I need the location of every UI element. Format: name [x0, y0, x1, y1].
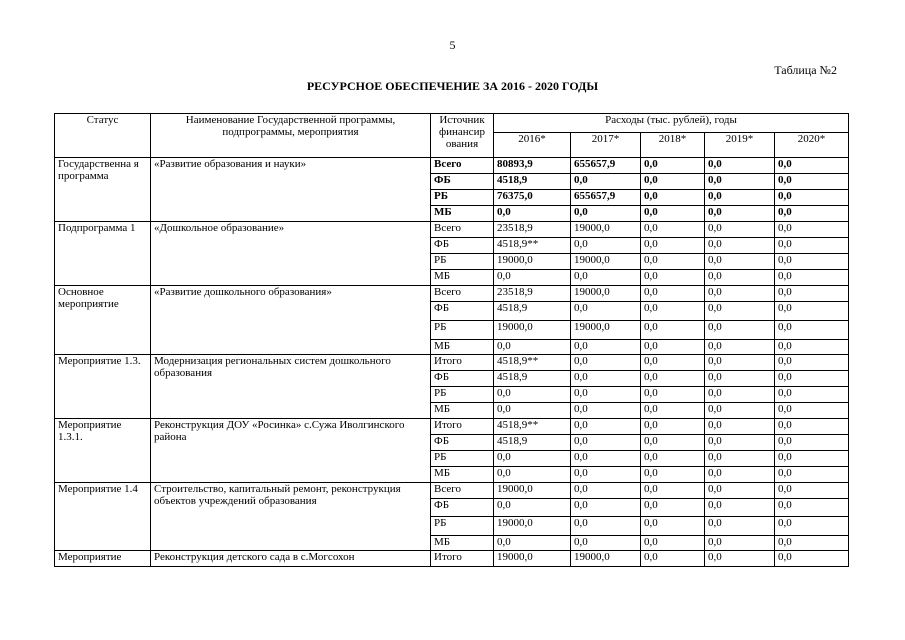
value-cell: 0,0 [641, 483, 705, 499]
value-cell: 0,0 [775, 238, 849, 254]
value-cell: 0,0 [641, 321, 705, 340]
value-cell: 0,0 [641, 435, 705, 451]
value-cell: 0,0 [775, 517, 849, 536]
value-cell: 0,0 [641, 222, 705, 238]
value-cell: 0,0 [641, 302, 705, 321]
value-cell: 4518,9** [494, 238, 571, 254]
value-cell: 4518,9 [494, 174, 571, 190]
source-cell: ФБ [431, 371, 494, 387]
source-cell: РБ [431, 387, 494, 403]
program-name-cell: «Развитие дошкольного образования» [151, 286, 431, 355]
resource-table [54, 113, 849, 567]
value-cell: 0,0 [571, 451, 641, 467]
value-cell: 0,0 [775, 483, 849, 499]
value-cell: 0,0 [494, 387, 571, 403]
value-cell: 19000,0 [494, 321, 571, 340]
value-cell: 0,0 [775, 254, 849, 270]
value-cell: 0,0 [775, 222, 849, 238]
value-cell: 0,0 [571, 387, 641, 403]
value-cell: 19000,0 [571, 551, 641, 567]
value-cell: 0,0 [494, 340, 571, 355]
value-cell: 0,0 [641, 340, 705, 355]
status-cell: Мероприятие 1.3. [55, 355, 151, 419]
value-cell: 4518,9 [494, 302, 571, 321]
header-expenses: Расходы (тыс. рублей), годы [494, 114, 849, 133]
value-cell: 0,0 [775, 340, 849, 355]
program-name-cell: Реконструкция детского сада в с.Могсохон [151, 551, 431, 567]
value-cell: 0,0 [571, 270, 641, 286]
value-cell: 0,0 [641, 517, 705, 536]
value-cell: 0,0 [775, 499, 849, 517]
program-name-cell: Модернизация региональных систем дошкольного образования [151, 355, 431, 419]
value-cell: 0,0 [571, 355, 641, 371]
value-cell: 655657,9 [571, 158, 641, 174]
value-cell: 0,0 [705, 254, 775, 270]
source-cell: ФБ [431, 238, 494, 254]
page-number: 5 [449, 38, 456, 52]
value-cell: 0,0 [641, 371, 705, 387]
source-cell: ФБ [431, 302, 494, 321]
value-cell: 0,0 [775, 190, 849, 206]
value-cell: 0,0 [571, 435, 641, 451]
value-cell: 0,0 [641, 158, 705, 174]
value-cell: 0,0 [641, 286, 705, 302]
table-row [55, 222, 849, 238]
status-cell: Мероприятие 1.4 [55, 483, 151, 551]
value-cell: 0,0 [571, 371, 641, 387]
value-cell: 0,0 [571, 483, 641, 499]
value-cell: 0,0 [705, 387, 775, 403]
table-row [55, 551, 849, 567]
value-cell: 0,0 [775, 536, 849, 551]
value-cell: 0,0 [705, 517, 775, 536]
value-cell: 0,0 [571, 238, 641, 254]
value-cell: 0,0 [705, 551, 775, 567]
table-row [55, 483, 849, 499]
value-cell: 0,0 [641, 419, 705, 435]
value-cell: 0,0 [775, 302, 849, 321]
value-cell: 0,0 [775, 451, 849, 467]
header-year: 2019* [705, 133, 775, 158]
value-cell: 0,0 [705, 174, 775, 190]
value-cell: 0,0 [775, 467, 849, 483]
source-cell: Итого [431, 551, 494, 567]
source-cell: МБ [431, 403, 494, 419]
value-cell: 0,0 [641, 403, 705, 419]
value-cell: 0,0 [571, 302, 641, 321]
value-cell: 0,0 [705, 222, 775, 238]
value-cell: 0,0 [571, 419, 641, 435]
value-cell: 0,0 [571, 467, 641, 483]
source-cell: МБ [431, 467, 494, 483]
program-name-cell: «Развитие образования и науки» [151, 158, 431, 222]
value-cell: 0,0 [705, 238, 775, 254]
value-cell: 19000,0 [571, 286, 641, 302]
source-cell: МБ [431, 206, 494, 222]
value-cell: 0,0 [494, 536, 571, 551]
header-year: 2017* [571, 133, 641, 158]
value-cell: 80893,9 [494, 158, 571, 174]
value-cell: 0,0 [775, 371, 849, 387]
source-cell: РБ [431, 254, 494, 270]
source-cell: РБ [431, 321, 494, 340]
header-year: 2020* [775, 133, 849, 158]
header-year: 2016* [494, 133, 571, 158]
value-cell: 0,0 [705, 340, 775, 355]
source-cell: Всего [431, 158, 494, 174]
table-row [55, 286, 849, 302]
value-cell: 23518,9 [494, 286, 571, 302]
status-cell: Мероприятие [55, 551, 151, 567]
status-cell: Подпрограмма 1 [55, 222, 151, 286]
header-name: Наименование Государственной программы, подпрограммы, мероприятия [151, 114, 431, 158]
program-name-cell: Строительство, капитальный ремонт, реконструкция объектов учреждений образования [151, 483, 431, 551]
source-cell: ФБ [431, 435, 494, 451]
value-cell: 0,0 [641, 451, 705, 467]
value-cell: 0,0 [571, 403, 641, 419]
value-cell: 0,0 [705, 419, 775, 435]
value-cell: 0,0 [494, 403, 571, 419]
table-body [55, 158, 849, 567]
table-reference: Таблица №2 [774, 63, 837, 77]
value-cell: 0,0 [775, 551, 849, 567]
value-cell: 0,0 [705, 467, 775, 483]
value-cell: 0,0 [494, 270, 571, 286]
value-cell: 0,0 [641, 174, 705, 190]
value-cell: 0,0 [641, 551, 705, 567]
value-cell: 0,0 [571, 517, 641, 536]
source-cell: МБ [431, 270, 494, 286]
source-cell: Всего [431, 483, 494, 499]
status-cell: Мероприятие 1.3.1. [55, 419, 151, 483]
value-cell: 0,0 [775, 158, 849, 174]
value-cell: 19000,0 [571, 254, 641, 270]
value-cell: 0,0 [494, 206, 571, 222]
source-cell: Всего [431, 222, 494, 238]
value-cell: 655657,9 [571, 190, 641, 206]
value-cell: 19000,0 [494, 517, 571, 536]
source-cell: Итого [431, 355, 494, 371]
value-cell: 0,0 [775, 419, 849, 435]
value-cell: 0,0 [641, 190, 705, 206]
source-cell: РБ [431, 190, 494, 206]
program-name-cell: «Дошкольное образование» [151, 222, 431, 286]
value-cell: 0,0 [571, 536, 641, 551]
source-cell: Всего [431, 286, 494, 302]
value-cell: 0,0 [705, 435, 775, 451]
value-cell: 0,0 [571, 499, 641, 517]
source-cell: МБ [431, 340, 494, 355]
value-cell: 19000,0 [494, 483, 571, 499]
value-cell: 0,0 [494, 499, 571, 517]
source-cell: РБ [431, 451, 494, 467]
value-cell: 23518,9 [494, 222, 571, 238]
status-cell: Государственна я программа [55, 158, 151, 222]
value-cell: 19000,0 [494, 551, 571, 567]
value-cell: 0,0 [494, 451, 571, 467]
value-cell: 0,0 [641, 238, 705, 254]
value-cell: 0,0 [775, 174, 849, 190]
source-cell: ФБ [431, 174, 494, 190]
header-status: Статус [55, 114, 151, 158]
value-cell: 0,0 [705, 206, 775, 222]
value-cell: 0,0 [641, 355, 705, 371]
value-cell: 0,0 [571, 340, 641, 355]
header-year: 2018* [641, 133, 705, 158]
table-row [55, 355, 849, 371]
table-row [55, 158, 849, 174]
value-cell: 0,0 [705, 286, 775, 302]
value-cell: 0,0 [775, 355, 849, 371]
header-source: Источник финансир ования [431, 114, 494, 158]
value-cell: 0,0 [641, 536, 705, 551]
value-cell: 0,0 [494, 467, 571, 483]
value-cell: 0,0 [571, 206, 641, 222]
source-cell: МБ [431, 536, 494, 551]
value-cell: 0,0 [641, 387, 705, 403]
value-cell: 4518,9 [494, 371, 571, 387]
value-cell: 19000,0 [494, 254, 571, 270]
value-cell: 0,0 [641, 206, 705, 222]
value-cell: 0,0 [705, 483, 775, 499]
value-cell: 0,0 [705, 190, 775, 206]
value-cell: 0,0 [775, 206, 849, 222]
value-cell: 76375,0 [494, 190, 571, 206]
value-cell: 0,0 [705, 158, 775, 174]
source-cell: РБ [431, 517, 494, 536]
value-cell: 0,0 [775, 270, 849, 286]
value-cell: 0,0 [571, 174, 641, 190]
value-cell: 0,0 [705, 403, 775, 419]
value-cell: 0,0 [705, 536, 775, 551]
value-cell: 0,0 [775, 403, 849, 419]
value-cell: 4518,9 [494, 435, 571, 451]
value-cell: 0,0 [775, 387, 849, 403]
document-title: РЕСУРСНОЕ ОБЕСПЕЧЕНИЕ ЗА 2016 - 2020 ГОДЫ [306, 79, 599, 93]
value-cell: 0,0 [775, 286, 849, 302]
value-cell: 0,0 [641, 254, 705, 270]
table-row [55, 419, 849, 435]
value-cell: 0,0 [705, 270, 775, 286]
value-cell: 4518,9** [494, 419, 571, 435]
source-cell: ФБ [431, 499, 494, 517]
value-cell: 0,0 [641, 499, 705, 517]
value-cell: 0,0 [705, 355, 775, 371]
value-cell: 0,0 [705, 321, 775, 340]
value-cell: 4518,9** [494, 355, 571, 371]
value-cell: 0,0 [705, 302, 775, 321]
value-cell: 0,0 [705, 371, 775, 387]
status-cell: Основное мероприятие [55, 286, 151, 355]
program-name-cell: Реконструкция ДОУ «Росинка» с.Сужа Иволгинского района [151, 419, 431, 483]
value-cell: 0,0 [775, 435, 849, 451]
value-cell: 19000,0 [571, 222, 641, 238]
value-cell: 0,0 [705, 451, 775, 467]
value-cell: 0,0 [641, 467, 705, 483]
value-cell: 0,0 [705, 499, 775, 517]
value-cell: 19000,0 [571, 321, 641, 340]
value-cell: 0,0 [641, 270, 705, 286]
source-cell: Итого [431, 419, 494, 435]
value-cell: 0,0 [775, 321, 849, 340]
